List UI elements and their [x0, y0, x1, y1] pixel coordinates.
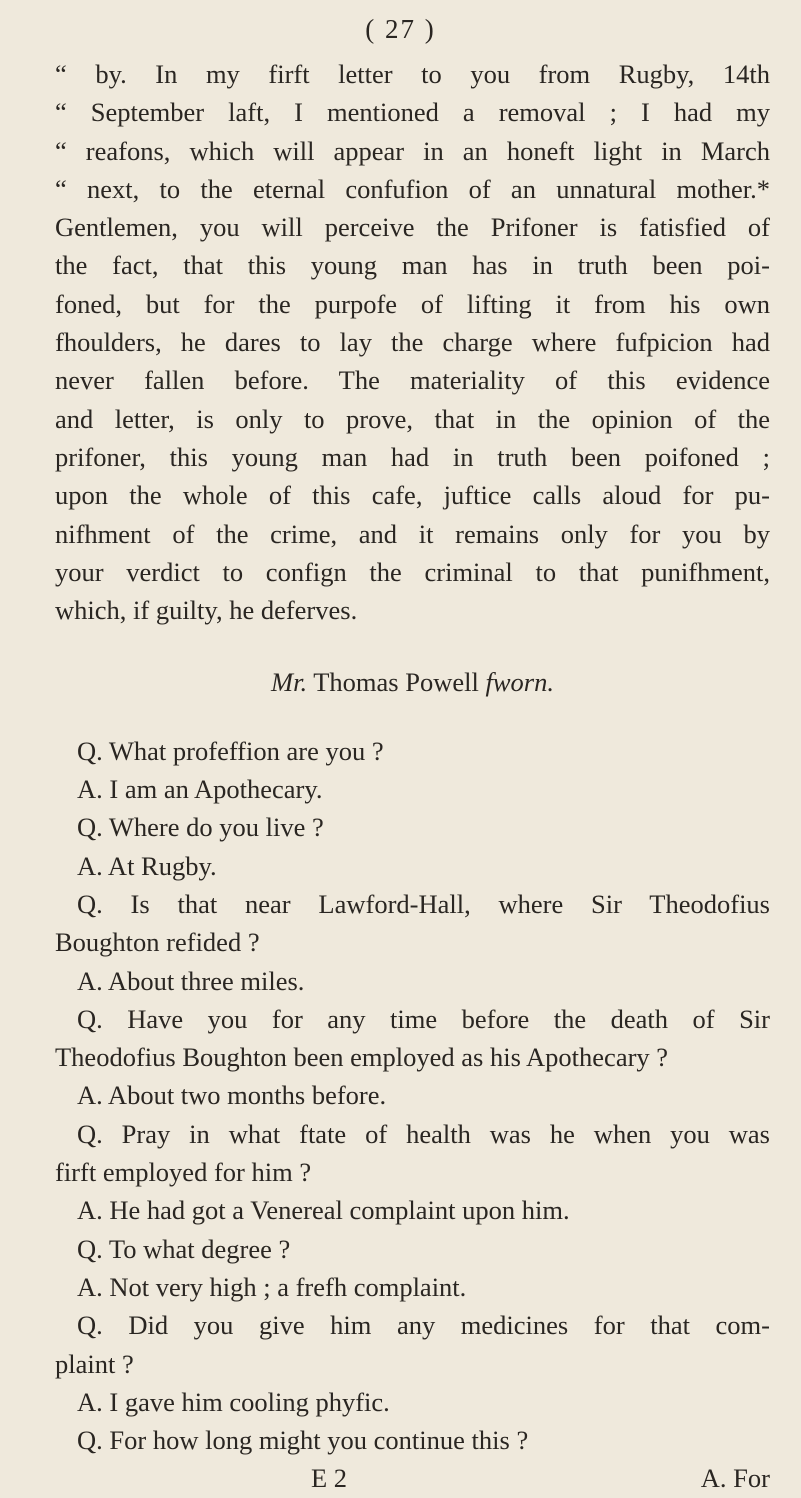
paragraph-line: upon the whole of this cafe, juftice calls aloud for pu- — [55, 480, 770, 511]
answer-entry — [55, 1268, 770, 1306]
question-entry — [55, 808, 770, 846]
answer-entry — [55, 1383, 770, 1421]
question-entry — [55, 1115, 770, 1192]
closing-paragraph — [55, 55, 770, 629]
entry-line: A. At Rugby. — [77, 850, 217, 881]
answer-entry — [55, 1076, 770, 1114]
paragraph-line: never fallen before. The materiality of this evidence — [55, 365, 770, 396]
entry-continuation: firft employed for him ? — [55, 1157, 312, 1188]
paragraph-line: Gentlemen, you will perceive the Prifoner is fatisfied of — [55, 212, 770, 243]
examination — [55, 732, 770, 1460]
witness-prefix: Mr. — [271, 667, 308, 698]
catchword: A. For — [700, 1463, 770, 1494]
witness-heading — [55, 663, 770, 701]
paragraph-line: and letter, is only to prove, that in the opinion of the — [55, 403, 770, 434]
entry-line: Q. Have you for any time before the death of Sir — [77, 1003, 770, 1034]
answer-entry — [55, 770, 770, 808]
entry-line: A. He had got a Venereal complaint upon him. — [77, 1195, 570, 1226]
question-entry — [55, 885, 770, 962]
paragraph-line: the fact, that this young man has in truth been poi- — [55, 250, 770, 281]
question-entry — [55, 1421, 770, 1459]
paragraph-line: nifhment of the crime, and it remains only for you by — [55, 518, 770, 549]
paragraph-line: prifoner, this young man had in truth been poifoned ; — [55, 441, 770, 472]
paragraph-line: “ by. In my firft letter to you from Rugby, 14th — [55, 59, 770, 89]
question-entry — [55, 1230, 770, 1268]
entry-line: Q. For how long might you continue this ? — [77, 1425, 529, 1456]
signature-mark: E 2 — [311, 1463, 348, 1494]
entry-continuation: plaint ? — [55, 1348, 134, 1379]
witness-sworn: fworn. — [485, 667, 554, 698]
entry-line: A. Not very high ; a frefh complaint. — [77, 1271, 467, 1302]
paragraph-line: “ next, to the eternal confufion of an unnatural mother.* — [55, 173, 770, 204]
entry-continuation: Theodofius Boughton been employed as his Apothecary ? — [55, 1042, 669, 1073]
paragraph-line: your verdict to confign the criminal to that punifhment, — [55, 556, 770, 587]
answer-entry — [55, 847, 770, 885]
entry-line: A. I gave him cooling phyfic. — [77, 1386, 390, 1417]
paragraph-line: fhoulders, he dares to lay the charge where fufpicion had — [55, 327, 770, 358]
entry-line: Q. Is that near Lawford-Hall, where Sir Theodofius — [77, 888, 770, 919]
page-body — [55, 55, 770, 1498]
paragraph-line: which, if guilty, he deferves. — [55, 595, 358, 626]
question-entry — [55, 732, 770, 770]
entry-line: A. About two months before. — [77, 1080, 387, 1111]
page-footer — [55, 1459, 770, 1497]
question-entry — [55, 1000, 770, 1077]
entry-line: Q. Where do you live ? — [77, 812, 324, 843]
witness-name: Thomas Powell — [313, 667, 479, 698]
entry-line: A. About three miles. — [77, 965, 305, 996]
entry-line: A. I am an Apothecary. — [77, 774, 323, 805]
entry-line: Q. To what degree ? — [77, 1233, 291, 1264]
entry-line: Q. Did you give him any medicines for that com- — [77, 1310, 770, 1341]
page-number: ( 27 ) — [365, 14, 436, 44]
entry-line: Q. Pray in what ftate of health was he when you was — [77, 1118, 770, 1149]
paragraph-line: foned, but for the purpofe of lifting it from his own — [55, 288, 770, 319]
entry-continuation: Boughton refided ? — [55, 927, 260, 958]
question-entry — [55, 1306, 770, 1383]
paragraph-line: “ September laft, I mentioned a removal ; I had my — [55, 97, 770, 128]
paragraph-line: “ reafons, which will appear in an honeft light in March — [55, 135, 770, 166]
answer-entry — [55, 962, 770, 1000]
answer-entry — [55, 1191, 770, 1229]
entry-line: Q. What profeffion are you ? — [77, 735, 384, 766]
